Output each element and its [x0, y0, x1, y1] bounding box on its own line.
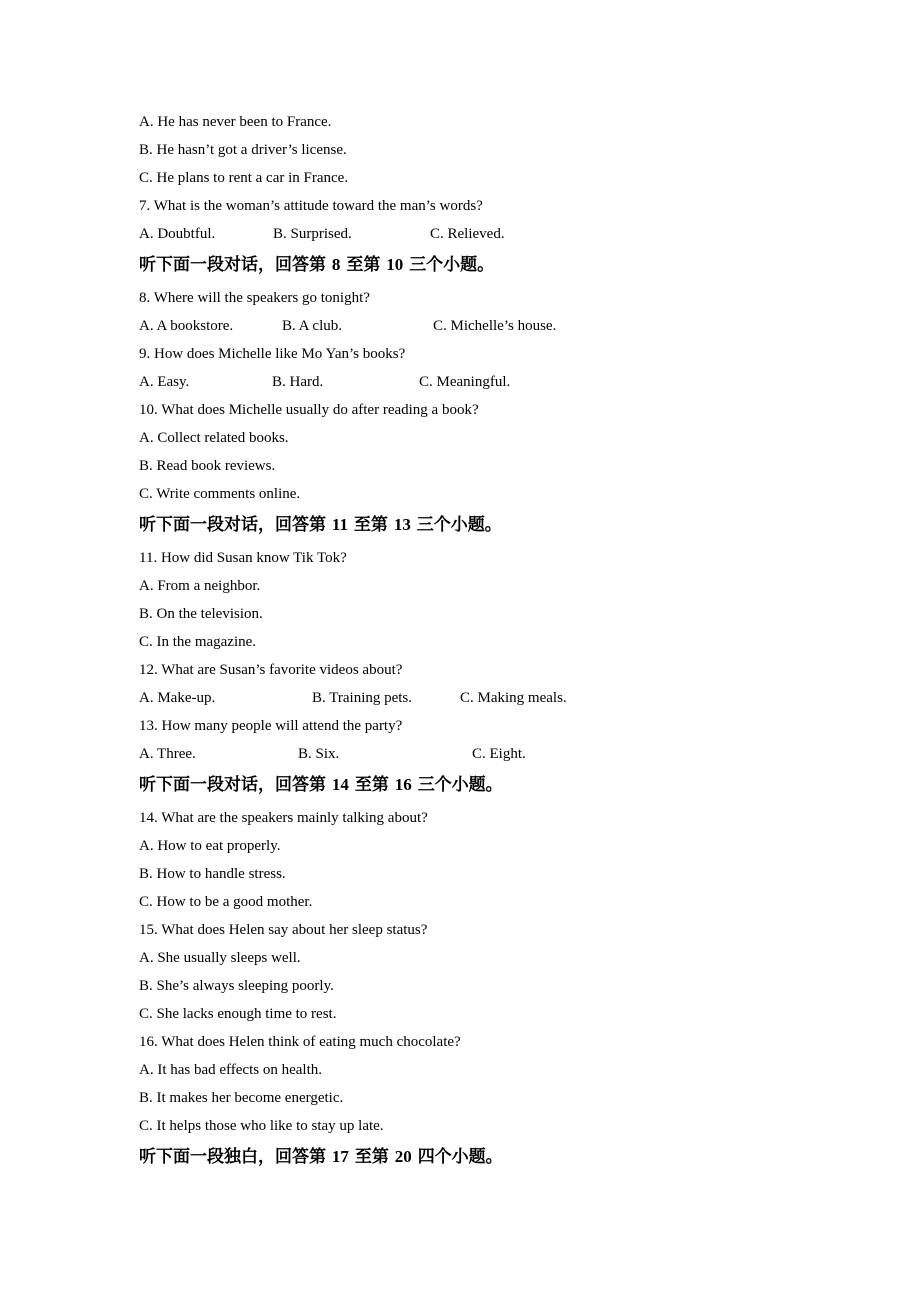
q7-options — [139, 220, 839, 248]
heading-suffix: 三个小题。 — [409, 255, 495, 275]
q13-option-c: C. Eight. — [472, 746, 526, 762]
q13-option-a: A. Three. — [139, 746, 196, 762]
heading-start-number: 14 — [331, 775, 349, 794]
heading-end-number: 16 — [394, 775, 412, 794]
q8-option-a: A. A bookstore. — [139, 318, 234, 334]
q8-options — [139, 312, 839, 340]
q9-options — [139, 368, 839, 396]
q11-option-b: B. On the television. — [139, 606, 263, 622]
q7-question: 7. What is the woman’s attitude toward the man’s words? — [139, 198, 483, 214]
q15-option-a: A. She usually sleeps well. — [139, 950, 301, 966]
q16-option-a: A. It has bad effects on health. — [139, 1062, 322, 1078]
q9-option-b: B. Hard. — [272, 374, 324, 390]
q13-option-b: B. Six. — [298, 746, 340, 762]
heading-start-number: 17 — [331, 1147, 349, 1166]
heading-suffix: 四个小题。 — [417, 1147, 503, 1167]
q16-question: 16. What does Helen think of eating much chocolate? — [139, 1034, 461, 1050]
heading-suffix: 三个小题。 — [417, 775, 503, 795]
heading-start-number: 11 — [331, 515, 348, 534]
q15-question: 15. What does Helen say about her sleep status? — [139, 922, 428, 938]
q8-option-b: B. A club. — [282, 318, 343, 334]
q14-option-a: A. How to eat properly. — [139, 838, 281, 854]
q10-option-b: B. Read book reviews. — [139, 458, 276, 474]
q15-option-b: B. She’s always sleeping poorly. — [139, 978, 334, 994]
q12-options — [139, 684, 839, 712]
q7-option-c: C. Relieved. — [430, 226, 505, 242]
q7-option-b: B. Surprised. — [273, 226, 352, 242]
q9-option-a: A. Easy. — [139, 374, 190, 390]
q16-option-b: B. It makes her become energetic. — [139, 1090, 344, 1106]
section-heading-17-20 — [139, 1140, 839, 1176]
q16-option-c: C. It helps those who like to stay up late. — [139, 1118, 384, 1134]
q14-question: 14. What are the speakers mainly talking about? — [139, 810, 428, 826]
heading-prefix: 听下面一段对话，回答第 — [139, 255, 326, 275]
q10-question: 10. What does Michelle usually do after reading a book? — [139, 402, 479, 418]
document-page — [139, 108, 839, 1176]
q12-option-b: B. Training pets. — [312, 690, 413, 706]
section-heading-11-13 — [139, 508, 839, 544]
q11-option-a: A. From a neighbor. — [139, 578, 261, 594]
heading-prefix: 听下面一段对话，回答第 — [139, 515, 326, 535]
q8-question: 8. Where will the speakers go tonight? — [139, 290, 370, 306]
heading-start-number: 8 — [331, 255, 341, 274]
q13-options — [139, 740, 839, 768]
q15-option-c: C. She lacks enough time to rest. — [139, 1006, 337, 1022]
heading-mid: 至第 — [353, 515, 388, 535]
q12-option-a: A. Make-up. — [139, 690, 216, 706]
q13-question: 13. How many people will attend the party? — [139, 718, 403, 734]
q6-option-c: C. He plans to rent a car in France. — [139, 170, 349, 186]
q8-option-c: C. Michelle’s house. — [433, 318, 557, 334]
q10-option-a: A. Collect related books. — [139, 430, 289, 446]
section-heading-14-16 — [139, 768, 839, 804]
heading-end-number: 10 — [386, 255, 404, 274]
q9-option-c: C. Meaningful. — [419, 374, 511, 390]
q11-option-c: C. In the magazine. — [139, 634, 257, 650]
q10-option-c: C. Write comments online. — [139, 486, 301, 502]
heading-suffix: 三个小题。 — [416, 515, 502, 535]
heading-prefix: 听下面一段对话，回答第 — [139, 775, 326, 795]
q11-question: 11. How did Susan know Tik Tok? — [139, 550, 347, 566]
q6-option-a: A. He has never been to France. — [139, 114, 332, 130]
q12-question: 12. What are Susan’s favorite videos about? — [139, 662, 403, 678]
q6-option-b: B. He hasn’t got a driver’s license. — [139, 142, 347, 158]
heading-end-number: 13 — [393, 515, 411, 534]
heading-mid: 至第 — [354, 1147, 389, 1167]
heading-mid: 至第 — [346, 255, 381, 275]
section-heading-8-10 — [139, 248, 839, 284]
q14-option-c: C. How to be a good mother. — [139, 894, 313, 910]
heading-mid: 至第 — [354, 775, 389, 795]
heading-prefix: 听下面一段独白，回答第 — [139, 1147, 326, 1167]
heading-end-number: 20 — [394, 1147, 412, 1166]
q12-option-c: C. Making meals. — [460, 690, 567, 706]
q7-option-a: A. Doubtful. — [139, 226, 216, 242]
q14-option-b: B. How to handle stress. — [139, 866, 286, 882]
q9-question: 9. How does Michelle like Mo Yan’s books? — [139, 346, 406, 362]
